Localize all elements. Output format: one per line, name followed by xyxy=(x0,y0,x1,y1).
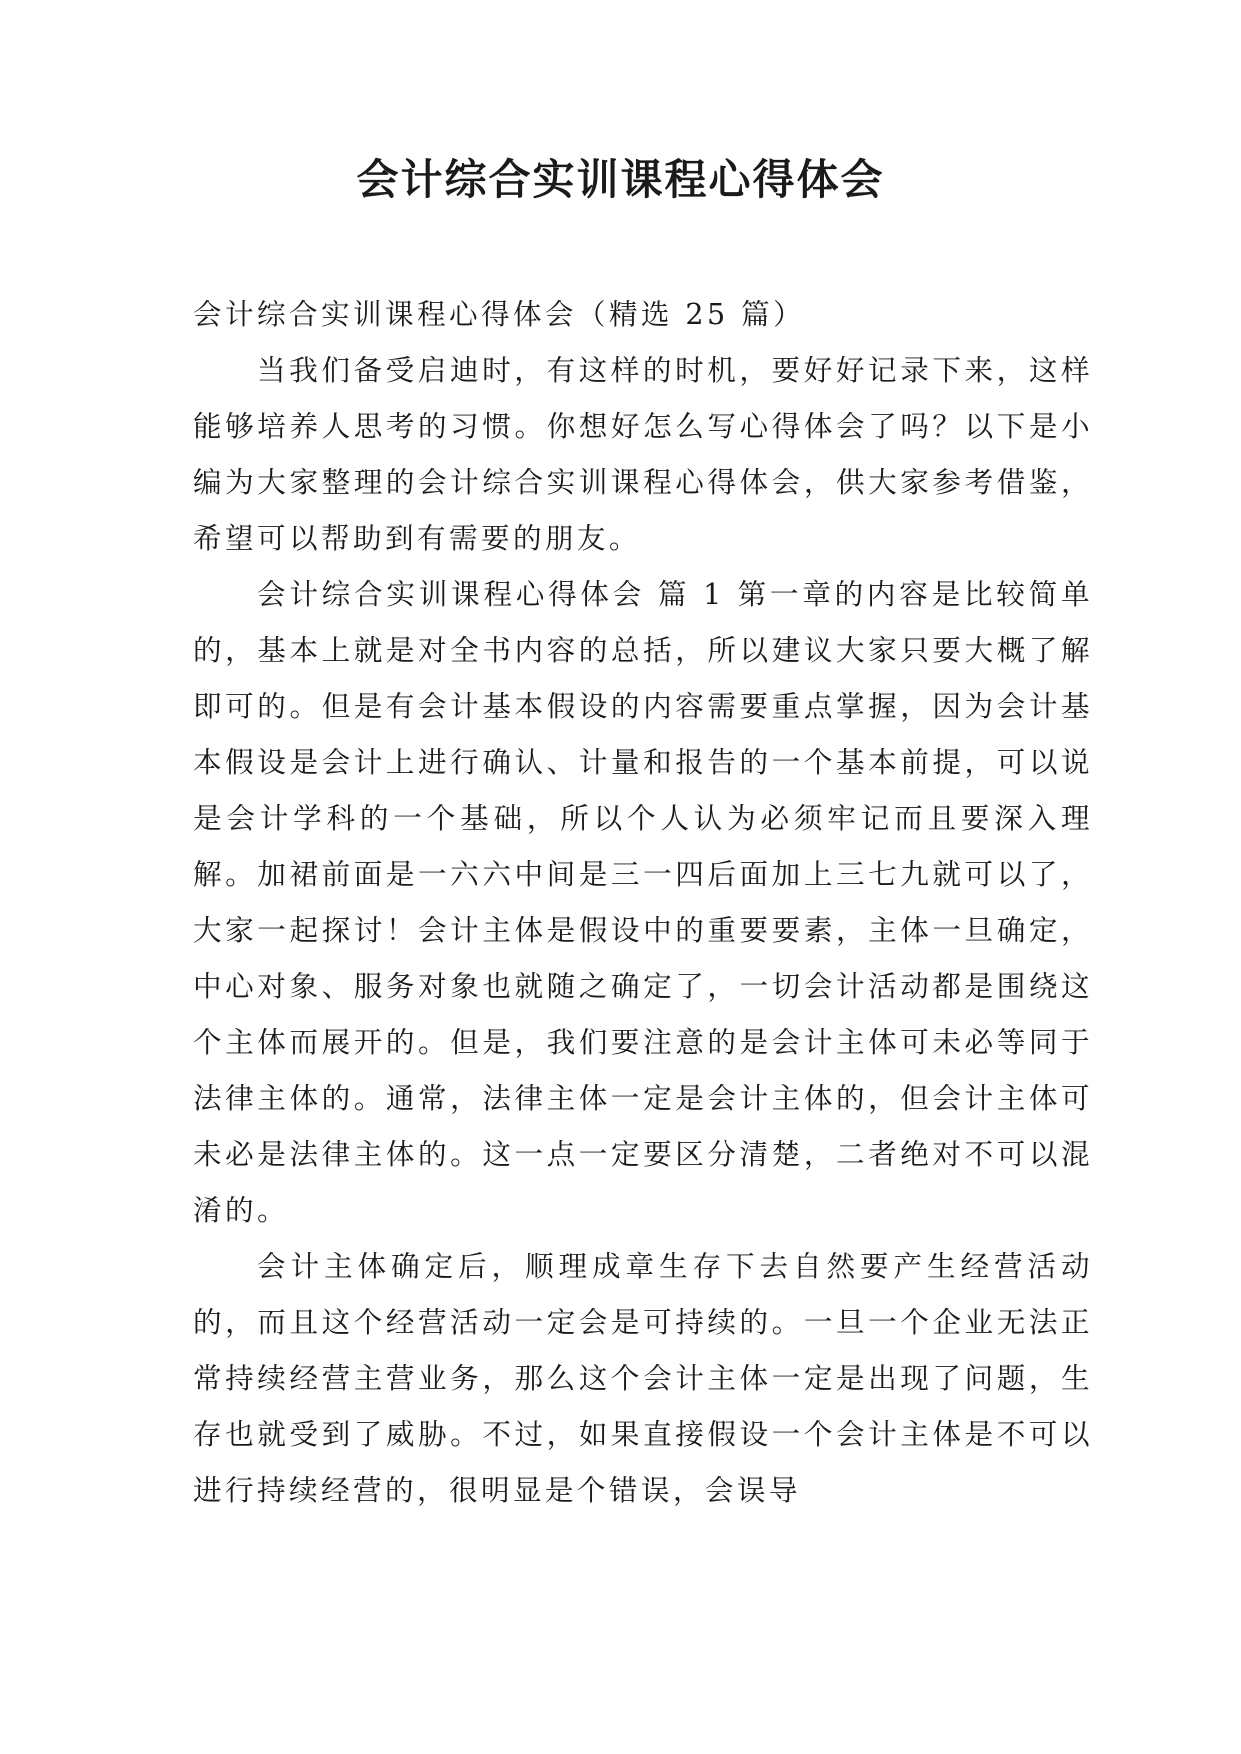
document-body xyxy=(193,286,1093,1518)
paragraph-continuation: 会计主体确定后，顺理成章生存下去自然要产生经营活动的，而且这个经营活动一定会是可持续的。一旦一个企业无法正常持续经营主营业务，那么这个会计主体一定是出现了问题，生存也就受到了威胁。不过，如果直接假设一个会计主体是不可以进行持续经营的，很明显是个错误，会误导 xyxy=(193,1249,1093,1507)
document-title: 会计综合实训课程心得体会 xyxy=(356,155,885,204)
paragraph-intro: 当我们备受启迪时，有这样的时机，要好好记录下来，这样能够培养人思考的习惯。你想好怎么写心得体会了吗？以下是小编为大家整理的会计综合实训课程心得体会，供大家参考借鉴，希望可以帮助到有需要的朋友。 xyxy=(193,353,1093,555)
paragraph-chapter-1: 会计综合实训课程心得体会 篇 1 第一章的内容是比较简单的，基本上就是对全书内容的总括，所以建议大家只要大概了解即可的。但是有会计基本假设的内容需要重点掌握，因为会计基本假设是会计上进行确认、计量和报告的一个基本前提，可以说是会计学科的一个基础，所以个人认为必须牢记而且要深入理解。加裙前面是一六六中间是三一四后面加上三七九就可以了，大家一起探讨！会计主体是假设中的重要要素，主体一旦确定，中心对象、服务对象也就随之确定了，一切会计活动都是围绕这个主体而展开的。但是，我们要注意的是会计主体可未必等同于法律主体的。通常，法律主体一定是会计主体的，但会计主体可未必是法律主体的。这一点一定要区分清楚，二者绝对不可以混淆的。 xyxy=(193,577,1093,1227)
document-subtitle: 会计综合实训课程心得体会（精选 25 篇） xyxy=(193,297,806,331)
